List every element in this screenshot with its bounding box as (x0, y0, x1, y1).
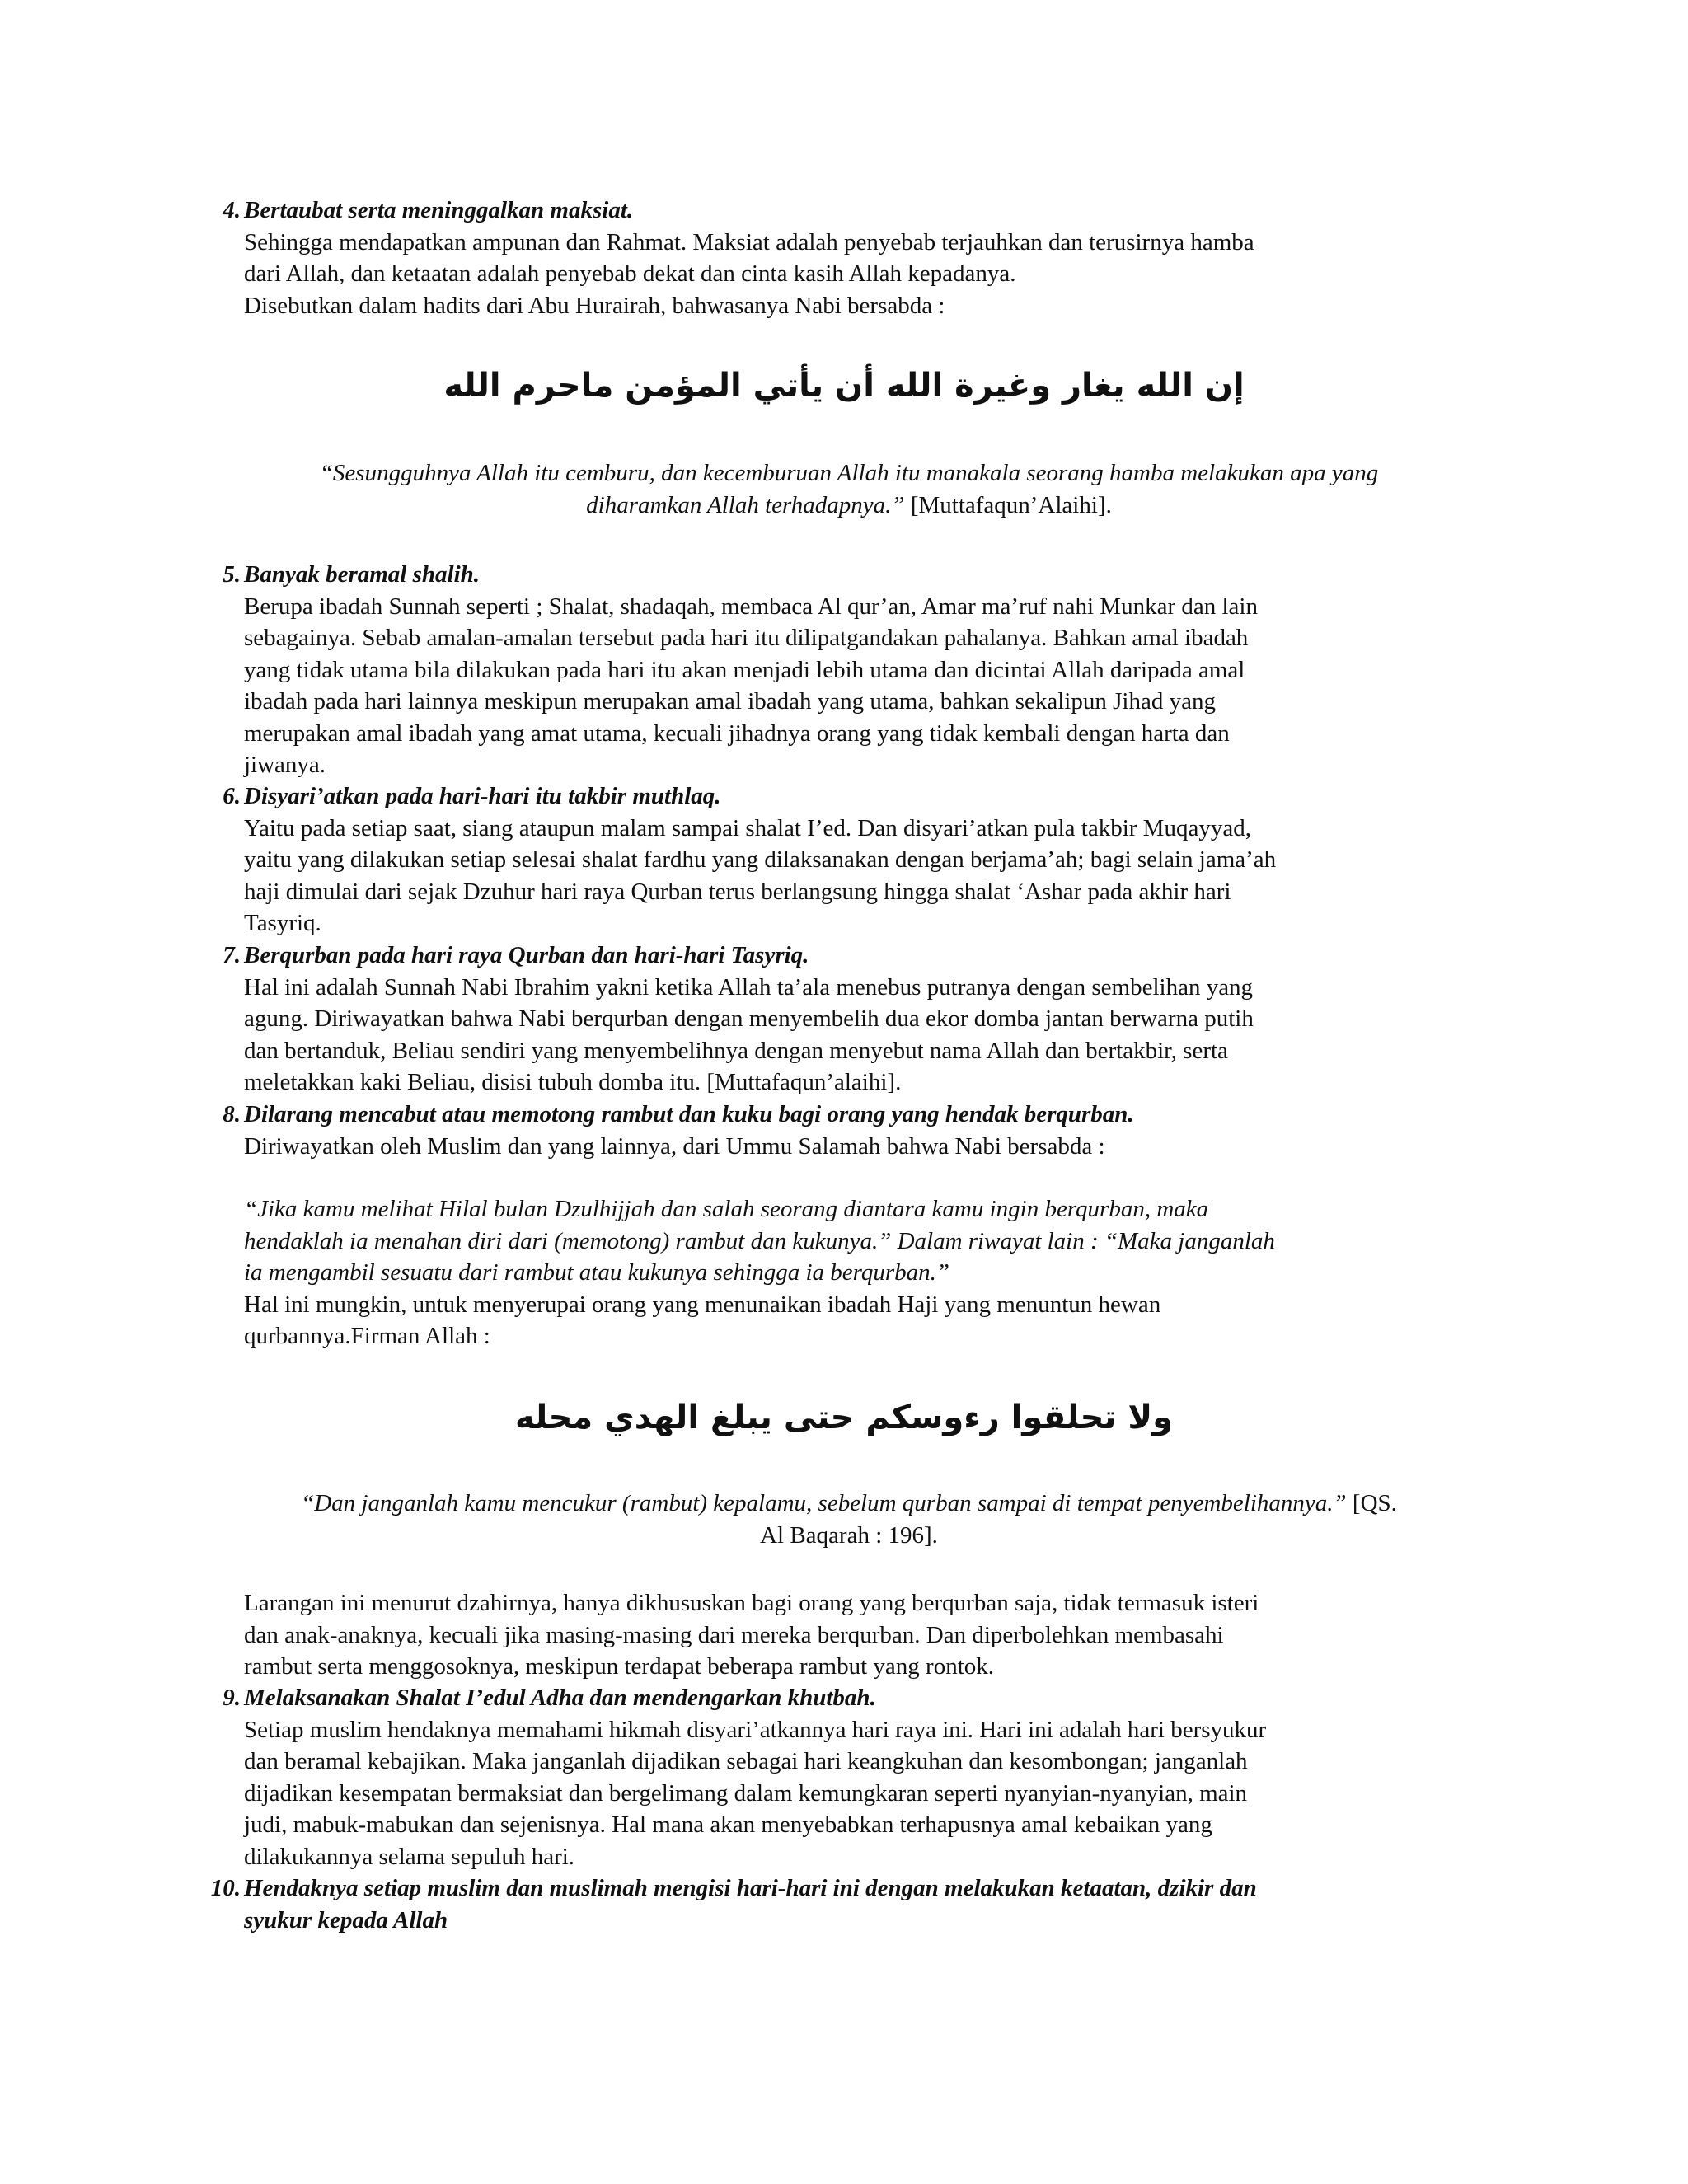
quote-line: “Dan janganlah kamu mencukur (rambut) kepalamu, sebelum qurban sampai di tempat penyembelihannya.” (301, 1490, 1347, 1516)
list-item-9 (223, 1682, 1480, 1872)
item-title: Bertaubat serta meninggalkan maksiat. (244, 197, 634, 223)
text-line: dan anak-anaknya, kecuali jika masing-masing dari mereka berqurban. Dan diperbolehkan membasahi (244, 1621, 1224, 1648)
text-line: merupakan amal ibadah yang amat utama, kecuali jihadnya orang yang tidak kembali dengan harta dan (244, 719, 1230, 747)
item-number: 5. (223, 561, 241, 588)
title-line: syukur kepada Allah (244, 1906, 448, 1933)
text-line: yang tidak utama bila dilakukan pada hari itu akan menjadi lebih utama dan dicintai Allah daripada amal (244, 656, 1245, 683)
verse-translation (206, 1488, 1492, 1551)
item-body (244, 972, 1480, 1099)
arabic-verse: ولا تحلقوا رءوسكم حتى يبلغ الهدي محله (515, 1399, 1173, 1436)
item-title: Banyak beramal shalih. (244, 561, 481, 588)
list-item-10 (210, 1872, 1480, 1936)
text-line: Sehingga mendapatkan ampunan dan Rahmat. Maksiat adalah penyebab terjauhkan dan terusirnya hamba (244, 228, 1254, 255)
hadith-quote (244, 1193, 1480, 1289)
quote-reference: [QS. (1352, 1490, 1397, 1516)
item-body-continued (244, 1289, 1480, 1352)
list-item-6 (223, 780, 1480, 940)
text-line: haji dimulai dari sejak Dzuhur hari raya Qurban terus berlangsung hingga shalat ‘Ashar pada akhir hari (244, 878, 1231, 905)
item-title: Melaksanakan Shalat I’edul Adha dan mendengarkan khutbah. (244, 1685, 876, 1711)
item-number: 8. (223, 1101, 241, 1127)
text-line: Hal ini adalah Sunnah Nabi Ibrahim yakni ketika Allah ta’ala menebus putranya dengan sembelihan yang (244, 973, 1254, 1001)
item-title: Dilarang mencabut atau memotong rambut dan kuku bagi orang yang hendak berqurban. (244, 1101, 1134, 1127)
item-body (244, 1131, 1480, 1163)
item-title: Berqurban pada hari raya Qurban dan hari-hari Tasyriq. (244, 942, 809, 968)
text-line: Larangan ini menurut dzahirnya, hanya dikhususkan bagi orang yang berqurban saja, tidak termasuk isteri (244, 1590, 1259, 1616)
item-title: Disyari’atkan pada hari-hari itu takbir muthlaq. (244, 783, 721, 809)
text-line: yaitu yang dilakukan setiap selesai shalat fardhu yang dilaksanakan dengan berjama’ah; bagi selain jama’ah (244, 846, 1277, 873)
text-line: dilakukannya selama sepuluh hari. (244, 1843, 575, 1870)
item-number: 10. (210, 1875, 241, 1901)
text-line: Tasyriq. (244, 910, 321, 936)
text-line: dan beramal kebajikan. Maka janganlah dijadikan sebagai hari keangkuhan dan kesombongan; janganlah (244, 1748, 1248, 1774)
text-line: agung. Diriwayatkan bahwa Nabi berqurban dengan menyembelih dua ekor domba jantan berwarna putih (244, 1005, 1254, 1032)
prohibition-paragraph (244, 1587, 1480, 1683)
quote-reference: [Muttafaqun’Alaihi]. (910, 491, 1112, 518)
hadith-translation (206, 457, 1492, 521)
text-line: Disebutkan dalam hadits dari Abu Hurairah, bahwasanya Nabi bersabda : (244, 292, 945, 319)
text-line: Hal ini mungkin, untuk menyerupai orang yang menunaikan ibadah Haji yang menuntun hewan (244, 1291, 1161, 1318)
item-number: 6. (223, 783, 241, 809)
text-line: dari Allah, dan ketaatan adalah penyebab dekat dan cinta kasih Allah kepadanya. (244, 260, 1016, 287)
text-line: Berupa ibadah Sunnah seperti ; Shalat, shadaqah, membaca Al qur’an, Amar ma’ruf nahi Munkar dan lain (244, 593, 1258, 620)
paragraph-body (244, 1587, 1480, 1683)
item-body (244, 227, 1480, 322)
text-line: Yaitu pada setiap saat, siang ataupun malam sampai shalat I’ed. Dan disyari’atkan pula takbir Muqayyad, (244, 814, 1251, 841)
item-title (244, 1872, 1480, 1936)
quote-line: “Jika kamu melihat Hilal bulan Dzulhijjah dan salah seorang diantara kamu ingin berqurban, maka (244, 1196, 1209, 1222)
item-number: 9. (223, 1685, 241, 1711)
text-line: dijadikan kesempatan bermaksiat dan bergelimang dalam kemungkaran seperti nyanyian-nyanyian, main (244, 1779, 1248, 1807)
quote-reference: Al Baqarah : 196]. (760, 1521, 938, 1549)
list-item-5 (223, 559, 1480, 781)
item-number: 7. (223, 942, 241, 968)
list-item-7 (223, 940, 1480, 1099)
text-line: Diriwayatkan oleh Muslim dan yang lainnya, dari Ummu Salamah bahwa Nabi bersabda : (244, 1132, 1105, 1160)
item-body (244, 813, 1480, 940)
text-line: sebagainya. Sebab amalan-amalan tersebut pada hari itu dilipatgandakan pahalanya. Bahkan amal ibadah (244, 625, 1249, 651)
text-line: qurbannya.Firman Allah : (244, 1323, 490, 1349)
text-line: meletakkan kaki Beliau, disisi tubuh domba itu. [Muttafaqun’alaihi]. (244, 1069, 902, 1095)
item-number: 4. (223, 197, 241, 223)
quote-line: diharamkan Allah terhadapnya.” (586, 491, 905, 518)
text-line: jiwanya. (244, 752, 326, 778)
arabic-hadith: إن الله يغار وغيرة الله أن يأتي المؤمن ماحرم الله (443, 367, 1245, 405)
text-line: judi, mabuk-mabukan dan sejenisnya. Hal mana akan menyebabkan terhapusnya amal kebaikan yang (244, 1811, 1212, 1838)
text-line: Setiap muslim hendaknya memahami hikmah disyari’atkannya hari raya ini. Hari ini adalah hari bersyukur (244, 1716, 1267, 1743)
item-body (244, 591, 1480, 781)
title-line: Hendaknya setiap muslim dan muslimah mengisi hari-hari ini dengan melakukan ketaatan, dzikir dan (244, 1875, 1257, 1901)
item-body (244, 1714, 1480, 1873)
quote-line: hendaklah ia menahan diri dari (memotong) rambut dan kukunya.” Dalam riwayat lain : “Maka janganlah (244, 1227, 1275, 1254)
quote-line: ia mengambil sesuatu dari rambut atau kukunya sehingga ia berqurban.” (244, 1259, 950, 1286)
text-line: ibadah pada hari lainnya meskipun merupakan amal ibadah yang utama, bahkan sekalipun Jihad yang (244, 688, 1216, 715)
quote-line: “Sesungguhnya Allah itu cemburu, dan kecemburuan Allah itu manakala seorang hamba melakukan apa yang (319, 460, 1379, 486)
text-line: dan bertanduk, Beliau sendiri yang menyembelihnya dengan menyebut nama Allah dan bertakbir, serta (244, 1037, 1228, 1064)
list-item-8 (223, 1099, 1480, 1352)
list-item-4 (223, 194, 1480, 321)
text-line: rambut serta menggosoknya, meskipun terdapat beberapa rambut yang rontok. (244, 1653, 995, 1680)
